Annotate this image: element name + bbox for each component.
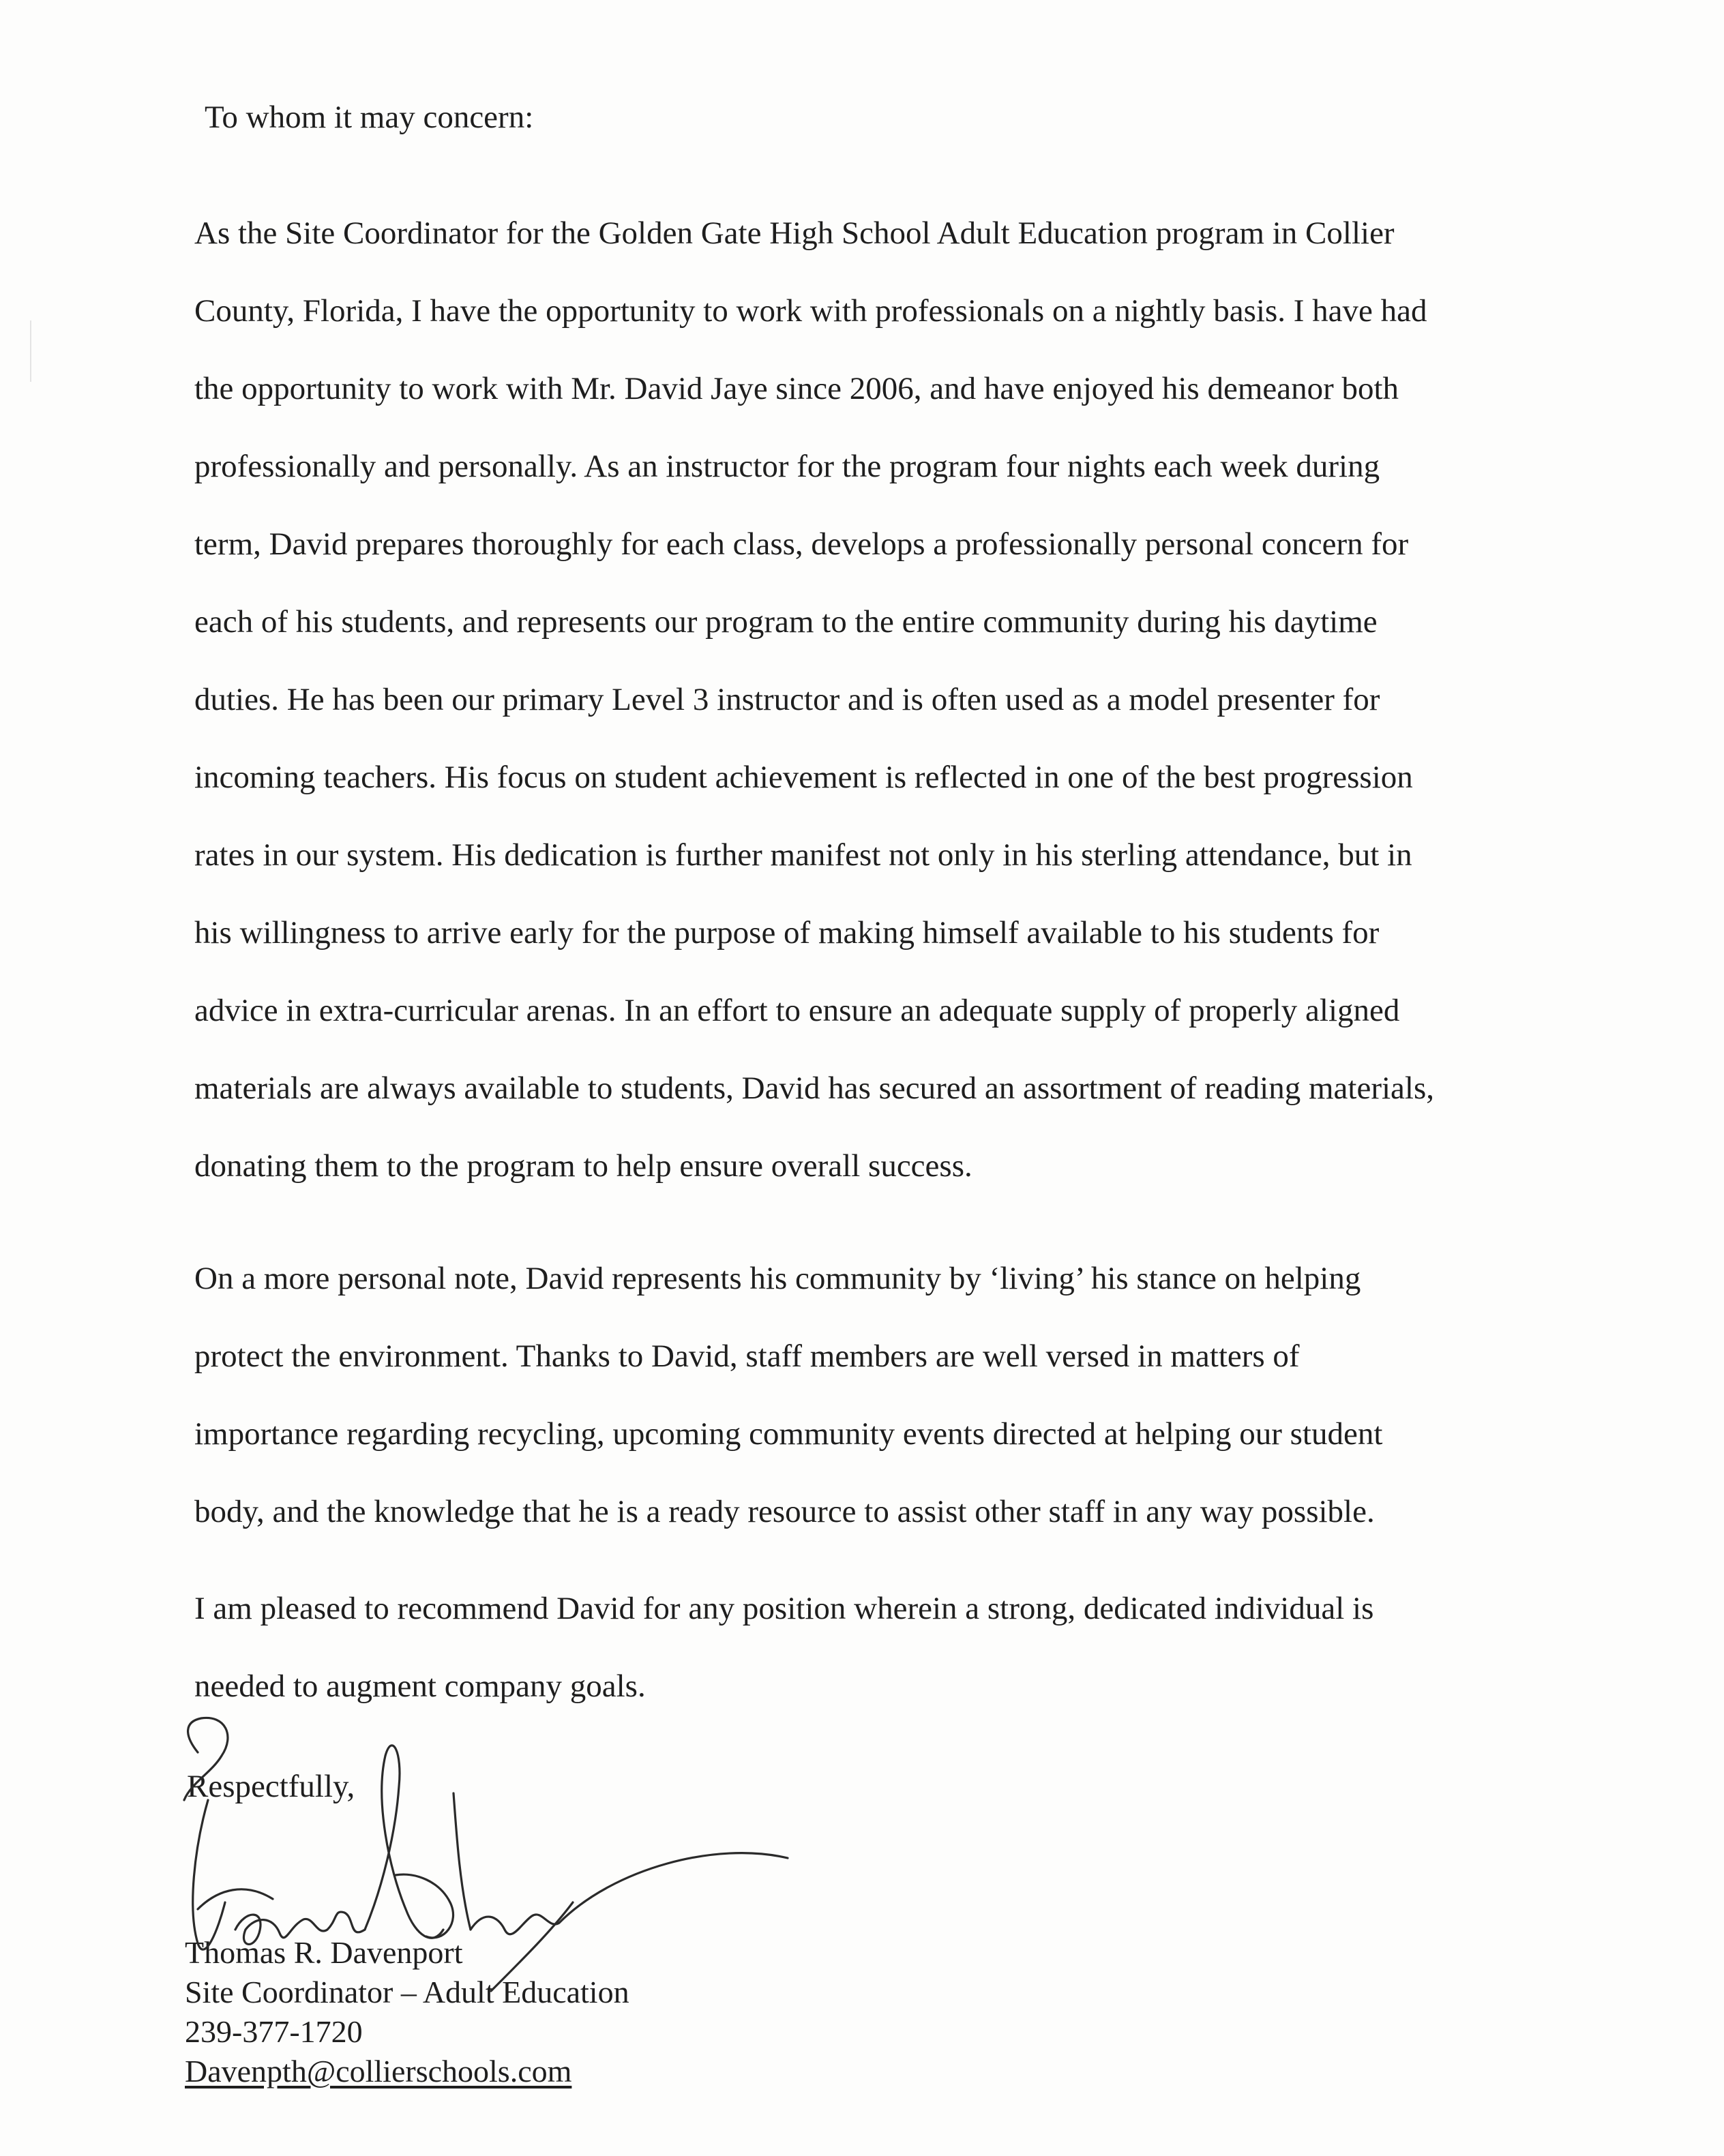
text-line: I am pleased to recommend David for any position wherein a strong, dedicated individual is xyxy=(194,1591,1374,1626)
text-line: donating them to the program to help ensure overall success. xyxy=(194,1148,972,1184)
text-line: term, David prepares thoroughly for each class, develops a professionally personal concern for xyxy=(194,526,1409,562)
text-line: duties. He has been our primary Level 3 instructor and is often used as a model presenter for xyxy=(194,682,1380,717)
salutation: To whom it may concern: xyxy=(205,100,534,135)
signer-name: Thomas R. Davenport xyxy=(185,1935,463,1970)
signer-title: Site Coordinator – Adult Education xyxy=(185,1975,629,2009)
text-line: protect the environment. Thanks to David, staff members are well versed in matters of xyxy=(194,1338,1300,1374)
text-line: the opportunity to work with Mr. David Jaye since 2006, and have enjoyed his demeanor both xyxy=(194,371,1399,406)
text-line: each of his students, and represents our program to the entire community during his daytime xyxy=(194,604,1378,640)
text-line: body, and the knowledge that he is a ready resource to assist other staff in any way possible. xyxy=(194,1494,1375,1529)
text-line: On a more personal note, David represents his community by ‘living’ his stance on helping xyxy=(194,1261,1361,1296)
paragraph-recommendation xyxy=(194,1570,1373,1725)
text-line: materials are always available to students, David has secured an assortment of reading materials, xyxy=(194,1070,1434,1106)
signer-email-link[interactable]: Davenpth@collierschools.com xyxy=(185,2054,572,2088)
text-line: importance regarding recycling, upcoming community events directed at helping our student xyxy=(194,1416,1383,1452)
paragraph-coordinator-intro xyxy=(194,194,1434,1205)
scan-artifact xyxy=(30,320,31,382)
text-line: incoming teachers. His focus on student achievement is reflected in one of the best progression xyxy=(194,760,1413,795)
signer-phone: 239-377-1720 xyxy=(185,2014,363,2049)
text-line: rates in our system. His dedication is further manifest not only in his sterling attendance, but in xyxy=(194,837,1412,873)
text-line: As the Site Coordinator for the Golden Gate High School Adult Education program in Collier xyxy=(194,215,1395,251)
text-line: his willingness to arrive early for the purpose of making himself available to his students for xyxy=(194,915,1380,950)
closing: Respectfully, xyxy=(187,1769,355,1804)
text-line: advice in extra-curricular arenas. In an effort to ensure an adequate supply of properly aligned xyxy=(194,993,1400,1028)
paragraph-personal-note xyxy=(194,1240,1382,1551)
text-line: needed to augment company goals. xyxy=(194,1668,646,1704)
text-line: County, Florida, I have the opportunity to work with professionals on a nightly basis. I have had xyxy=(194,293,1427,329)
text-line: professionally and personally. As an instructor for the program four nights each week during xyxy=(194,449,1380,484)
handwritten-signature xyxy=(170,1705,825,2005)
